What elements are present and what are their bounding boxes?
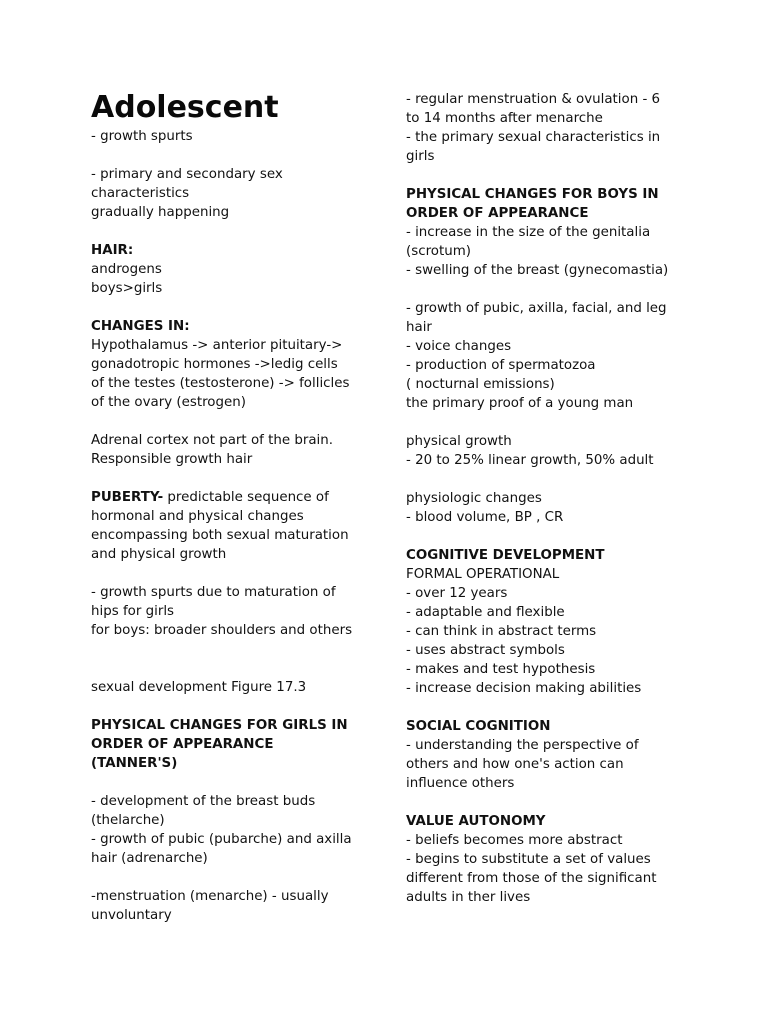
text-line xyxy=(91,678,383,697)
text-line xyxy=(91,279,383,298)
section-heading xyxy=(406,717,706,736)
left-column xyxy=(91,89,383,925)
heading-text: PHYSICAL CHANGES FOR GIRLS IN xyxy=(91,718,348,733)
line-text: - growth spurts due to maturation of xyxy=(91,585,336,600)
text-line xyxy=(91,906,383,925)
section-heading xyxy=(91,754,383,773)
line-gap xyxy=(406,527,706,546)
line-text: - regular menstruation & ovulation - 6 xyxy=(406,92,661,107)
text-line xyxy=(91,507,383,526)
line-text: FORMAL OPERATIONAL xyxy=(406,567,560,582)
heading-text: ORDER OF APPEARANCE xyxy=(406,206,589,221)
text-line xyxy=(406,356,706,375)
heading-text: PUBERTY- xyxy=(91,490,164,505)
line-text: unvoluntary xyxy=(91,908,172,923)
line-text: - swelling of the breast (gynecomastia) xyxy=(406,263,669,278)
line-gap xyxy=(91,697,383,716)
section-heading xyxy=(406,185,706,204)
text-line xyxy=(91,184,383,203)
line-text: physiologic changes xyxy=(406,491,542,506)
line-gap xyxy=(91,564,383,583)
heading-text: PHYSICAL CHANGES FOR BOYS IN xyxy=(406,187,659,202)
text-line xyxy=(406,299,706,318)
section-heading xyxy=(406,204,706,223)
section-heading xyxy=(91,488,383,507)
line-text: - 20 to 25% linear growth, 50% adult xyxy=(406,453,654,468)
text-line xyxy=(91,583,383,602)
text-line xyxy=(406,375,706,394)
line-text: androgens xyxy=(91,262,162,277)
line-gap xyxy=(91,659,383,678)
text-line xyxy=(406,660,706,679)
section-heading xyxy=(91,716,383,735)
text-line xyxy=(406,679,706,698)
line-text: - understanding the perspective of xyxy=(406,738,639,753)
text-line xyxy=(91,374,383,393)
line-gap xyxy=(406,793,706,812)
text-line xyxy=(91,792,383,811)
heading-text: CHANGES IN: xyxy=(91,319,190,334)
text-line xyxy=(406,337,706,356)
line-text: - development of the breast buds xyxy=(91,794,316,809)
text-line xyxy=(406,318,706,337)
text-line xyxy=(406,508,706,527)
section-heading xyxy=(406,812,706,831)
line-text: encompassing both sexual maturation xyxy=(91,528,349,543)
line-text: the primary proof of a young man xyxy=(406,396,634,411)
text-line xyxy=(91,355,383,374)
text-line xyxy=(91,830,383,849)
line-text: hormonal and physical changes xyxy=(91,509,304,524)
left-text-block xyxy=(91,127,383,925)
line-text: Adrenal cortex not part of the brain. xyxy=(91,433,334,448)
text-line xyxy=(91,393,383,412)
text-line xyxy=(406,603,706,622)
heading-text: SOCIAL COGNITION xyxy=(406,719,551,734)
text-line xyxy=(91,621,383,640)
line-text: of the testes (testosterone) -> follicles xyxy=(91,376,350,391)
heading-text: VALUE AUTONOMY xyxy=(406,814,546,829)
text-line xyxy=(406,394,706,413)
line-text: physical growth xyxy=(406,434,512,449)
line-gap xyxy=(91,469,383,488)
line-gap xyxy=(406,470,706,489)
text-line xyxy=(406,261,706,280)
line-text: - growth of pubic, axilla, facial, and leg xyxy=(406,301,667,316)
line-text: others and how one's action can xyxy=(406,757,624,772)
line-text: Responsible growth hair xyxy=(91,452,253,467)
line-text: for boys: broader shoulders and others xyxy=(91,623,353,638)
text-line xyxy=(91,849,383,868)
line-text: - the primary sexual characteristics in xyxy=(406,130,661,145)
text-line xyxy=(406,223,706,242)
line-gap xyxy=(91,640,383,659)
line-text: - blood volume, BP , CR xyxy=(406,510,564,525)
line-text: girls xyxy=(406,149,435,164)
text-line xyxy=(91,545,383,564)
line-text: adults in ther lives xyxy=(406,890,531,905)
line-text: gradually happening xyxy=(91,205,230,220)
text-line xyxy=(406,736,706,755)
heading-text: (TANNER'S) xyxy=(91,756,178,771)
line-text: - beliefs becomes more abstract xyxy=(406,833,623,848)
text-line xyxy=(406,831,706,850)
line-text: - makes and test hypothesis xyxy=(406,662,596,677)
line-text: - voice changes xyxy=(406,339,512,354)
line-text: sexual development Figure 17.3 xyxy=(91,680,307,695)
line-text: - over 12 years xyxy=(406,586,508,601)
text-line xyxy=(406,774,706,793)
line-text: to 14 months after menarche xyxy=(406,111,603,126)
text-line xyxy=(91,602,383,621)
text-line xyxy=(91,165,383,184)
line-gap xyxy=(406,166,706,185)
line-text: - growth spurts xyxy=(91,129,193,144)
text-line xyxy=(406,850,706,869)
line-text: - can think in abstract terms xyxy=(406,624,597,639)
line-text: hair xyxy=(406,320,432,335)
text-line xyxy=(406,869,706,888)
text-line xyxy=(91,260,383,279)
text-line xyxy=(91,811,383,830)
line-text: hair (adrenarche) xyxy=(91,851,208,866)
section-heading xyxy=(91,317,383,336)
line-text: ( nocturnal emissions) xyxy=(406,377,555,392)
line-text: - production of spermatozoa xyxy=(406,358,596,373)
text-line xyxy=(406,489,706,508)
text-line xyxy=(406,128,706,147)
line-gap xyxy=(91,146,383,165)
line-text: boys>girls xyxy=(91,281,163,296)
line-text: influence others xyxy=(406,776,515,791)
text-line xyxy=(91,431,383,450)
line-gap xyxy=(91,298,383,317)
text-line xyxy=(406,109,706,128)
heading-text: COGNITIVE DEVELOPMENT xyxy=(406,548,605,563)
line-text: - primary and secondary sex xyxy=(91,167,283,182)
text-line xyxy=(91,127,383,146)
line-text: hips for girls xyxy=(91,604,175,619)
right-column xyxy=(406,90,706,907)
text-line xyxy=(406,888,706,907)
text-line xyxy=(406,641,706,660)
line-text-rest: predictable sequence of xyxy=(163,490,329,505)
page-title: Adolescent xyxy=(91,90,279,125)
section-heading xyxy=(91,735,383,754)
text-line xyxy=(91,336,383,355)
line-gap xyxy=(406,413,706,432)
text-line xyxy=(406,90,706,109)
heading-text: ORDER OF APPEARANCE xyxy=(91,737,274,752)
section-heading xyxy=(406,546,706,565)
right-text-block xyxy=(406,90,706,907)
text-line xyxy=(91,887,383,906)
line-text: different from those of the significant xyxy=(406,871,657,886)
line-text: - growth of pubic (pubarche) and axilla xyxy=(91,832,352,847)
line-text: (scrotum) xyxy=(406,244,471,259)
text-line xyxy=(91,450,383,469)
line-text: - begins to substitute a set of values xyxy=(406,852,651,867)
line-text: - uses abstract symbols xyxy=(406,643,565,658)
line-text: - increase decision making abilities xyxy=(406,681,642,696)
line-gap xyxy=(406,698,706,717)
line-text: Hypothalamus -> anterior pituitary-> xyxy=(91,338,343,353)
line-gap xyxy=(91,773,383,792)
text-line xyxy=(406,565,706,584)
line-text: - adaptable and flexible xyxy=(406,605,565,620)
line-text: (thelarche) xyxy=(91,813,165,828)
text-line xyxy=(406,755,706,774)
line-gap xyxy=(91,222,383,241)
text-line xyxy=(406,432,706,451)
text-line xyxy=(406,622,706,641)
line-text: -menstruation (menarche) - usually xyxy=(91,889,329,904)
heading-text: HAIR: xyxy=(91,243,134,258)
line-text: - increase in the size of the genitalia xyxy=(406,225,651,240)
line-gap xyxy=(91,868,383,887)
line-gap xyxy=(91,412,383,431)
text-line xyxy=(91,526,383,545)
text-line xyxy=(406,451,706,470)
line-text: gonadotropic hormones ->ledig cells xyxy=(91,357,338,372)
section-heading xyxy=(91,241,383,260)
text-line xyxy=(91,203,383,222)
line-text: of the ovary (estrogen) xyxy=(91,395,246,410)
line-gap xyxy=(406,280,706,299)
text-line xyxy=(406,147,706,166)
text-line xyxy=(406,242,706,261)
line-text: and physical growth xyxy=(91,547,227,562)
text-line xyxy=(406,584,706,603)
line-text: characteristics xyxy=(91,186,190,201)
